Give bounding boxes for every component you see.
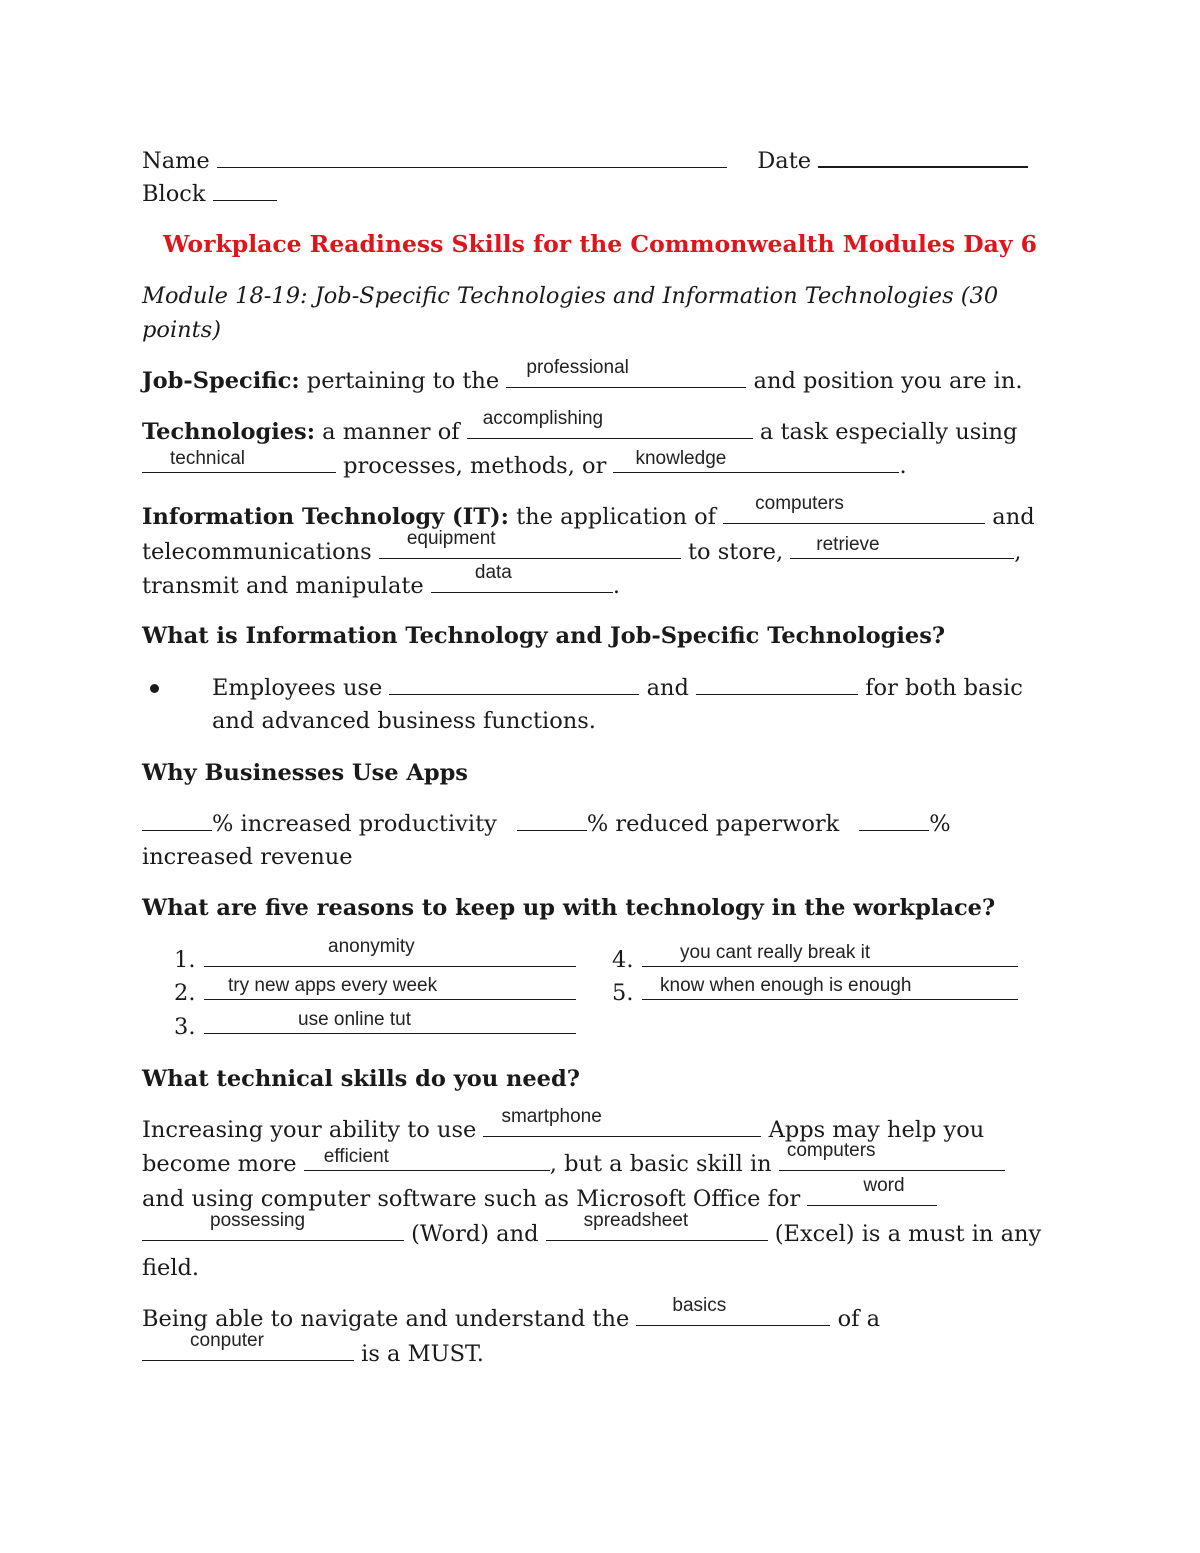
paperwork-blank[interactable] <box>517 808 587 831</box>
job-specific-term: Job-Specific: <box>142 368 300 394</box>
reason-number: 4. <box>612 947 634 973</box>
it-text-5: , <box>1014 539 1022 565</box>
it-text-2: and <box>985 504 1035 530</box>
skills-line-4 <box>142 1210 1042 1249</box>
page-title: Workplace Readiness Skills for the Commonwealth Modules Day 6 <box>162 230 1038 258</box>
navigate-text-1: Being able to navigate and understand the <box>142 1306 637 1332</box>
apps-stats-line <box>142 808 951 839</box>
technologies-definition-2 <box>142 450 907 481</box>
reason-blank-4[interactable] <box>642 944 1018 967</box>
it-text: the application of <box>508 504 724 530</box>
skills-blank-5[interactable] <box>142 1210 404 1241</box>
navigate-answer-2: conputer <box>190 1330 264 1351</box>
technologies-term: Technologies: <box>142 419 316 445</box>
skills-text-6: (Word) and <box>404 1221 546 1247</box>
it-text-7: . <box>612 573 621 599</box>
module-line-2: points) <box>142 317 222 343</box>
employees-blank-2[interactable] <box>696 672 858 695</box>
it-blank-1[interactable] <box>723 493 985 524</box>
reason-item-2 <box>174 977 576 1008</box>
employees-blank-1[interactable] <box>389 672 639 695</box>
skills-answer-4: word <box>863 1175 905 1196</box>
technologies-answer-2: technical <box>170 448 245 469</box>
reason-blank-1[interactable] <box>204 936 576 967</box>
productivity-text: % increased productivity <box>212 811 497 837</box>
reason-answer-3: use online tut <box>298 1009 412 1030</box>
it-answer-1: computers <box>755 493 844 514</box>
it-answer-2: equipment <box>406 528 496 549</box>
block-label: Block <box>142 181 206 207</box>
technologies-blank-1[interactable] <box>467 408 753 439</box>
bullet-text-2: and <box>639 675 697 701</box>
paperwork-text: % reduced paperwork <box>586 811 840 837</box>
skills-text-7: (Excel) is a must in any <box>767 1221 1042 1247</box>
date-field[interactable] <box>818 144 1028 168</box>
skills-heading: What technical skills do you need? <box>142 1066 580 1092</box>
skills-blank-3[interactable] <box>779 1140 1005 1171</box>
skills-answer-1: smartphone <box>501 1106 602 1127</box>
technologies-answer-3: knowledge <box>635 448 727 469</box>
navigate-answer-1: basics <box>672 1295 727 1316</box>
it-answer-3: retrieve <box>816 534 880 555</box>
reason-answer-1: anonymity <box>328 936 415 957</box>
job-specific-definition <box>142 357 1023 396</box>
skills-blank-1[interactable] <box>483 1106 761 1137</box>
bullet-line-2: and advanced business functions. <box>212 708 596 734</box>
reason-number: 2. <box>174 980 196 1006</box>
navigate-text-2: of a <box>830 1306 881 1332</box>
technologies-text-2: a task especially using <box>752 419 1018 445</box>
reason-item-1 <box>174 936 576 975</box>
reason-item-3 <box>174 1011 576 1042</box>
skills-blank-2[interactable] <box>304 1148 550 1171</box>
bullet-text-1: Employees use <box>212 675 390 701</box>
it-text-3: telecommunications <box>142 539 379 565</box>
navigate-blank-1[interactable] <box>636 1295 830 1326</box>
productivity-blank[interactable] <box>142 808 212 831</box>
job-specific-text: pertaining to the <box>299 368 507 394</box>
it-definition-3 <box>142 562 621 601</box>
bullet-text-3: for both basic <box>858 675 1023 701</box>
reason-item-4 <box>612 944 1018 975</box>
skills-text-5: and using computer software such as Microsoft Office for <box>142 1186 808 1212</box>
block-field[interactable] <box>213 178 277 201</box>
skills-text-1: Increasing your ability to use <box>142 1117 484 1143</box>
skills-blank-6[interactable] <box>546 1210 768 1241</box>
technologies-blank-2[interactable] <box>142 450 336 473</box>
reasons-heading: What are five reasons to keep up with technology in the workplace? <box>142 895 996 921</box>
it-text-6: transmit and manipulate <box>142 573 431 599</box>
module-line-1: Module 18-19: Job-Specific Technologies and Information Technologies (30 <box>142 283 999 309</box>
job-specific-answer: professional <box>526 357 629 378</box>
header-line <box>142 144 1028 176</box>
revenue-text: increased revenue <box>142 844 353 870</box>
it-blank-3[interactable] <box>790 536 1014 559</box>
navigate-line-2 <box>142 1330 484 1369</box>
skills-blank-4[interactable] <box>807 1175 937 1206</box>
reason-number: 5. <box>612 980 634 1006</box>
skills-text-3: become more <box>142 1151 304 1177</box>
job-specific-text-end: and position you are in. <box>746 368 1023 394</box>
reason-answer-2: try new apps every week <box>228 975 438 996</box>
reason-number: 1. <box>174 947 196 973</box>
it-blank-4[interactable] <box>431 562 613 593</box>
reason-blank-5[interactable] <box>642 977 1018 1000</box>
why-apps-heading: Why Businesses Use Apps <box>142 760 468 786</box>
reason-answer-5: know when enough is enough <box>660 975 912 996</box>
navigate-text-3: is a MUST. <box>354 1341 484 1367</box>
skills-answer-2: efficient <box>323 1146 389 1167</box>
technologies-text-3: processes, methods, or <box>336 453 614 479</box>
it-answer-4: data <box>474 562 512 583</box>
skills-text-4: , but a basic skill in <box>549 1151 779 1177</box>
technologies-definition-1 <box>142 408 1018 447</box>
skills-answer-3: computers <box>786 1140 876 1161</box>
name-field[interactable] <box>217 145 727 168</box>
technologies-blank-3[interactable] <box>613 450 899 473</box>
reason-number: 3. <box>174 1014 196 1040</box>
name-label: Name <box>142 148 210 174</box>
job-specific-blank[interactable] <box>506 357 746 388</box>
date-label: Date <box>757 148 812 174</box>
bullet-icon <box>150 684 159 693</box>
skills-answer-6: spreadsheet <box>583 1210 689 1231</box>
technologies-text-4: . <box>899 453 907 479</box>
revenue-percent: % <box>929 811 951 837</box>
technologies-text: a manner of <box>315 419 467 445</box>
reason-blank-2[interactable] <box>204 977 576 1000</box>
it-text-4: to store, <box>680 539 791 565</box>
skills-line-5: field. <box>142 1255 200 1281</box>
block-line <box>142 178 277 209</box>
navigate-blank-2[interactable] <box>142 1330 354 1361</box>
reason-answer-4: you cant really break it <box>680 942 871 963</box>
reason-item-5 <box>612 977 1018 1008</box>
skills-answer-5: possessing <box>210 1210 306 1231</box>
skills-text-2: Apps may help you <box>761 1117 985 1143</box>
it-blank-2[interactable] <box>379 528 681 559</box>
technologies-answer-1: accomplishing <box>482 408 604 429</box>
reason-blank-3[interactable] <box>204 1011 576 1034</box>
bullet-line-1 <box>212 672 1023 703</box>
it-term: Information Technology (IT): <box>142 504 509 530</box>
what-is-heading: What is Information Technology and Job-Specific Technologies? <box>142 623 946 649</box>
revenue-blank[interactable] <box>859 808 929 831</box>
